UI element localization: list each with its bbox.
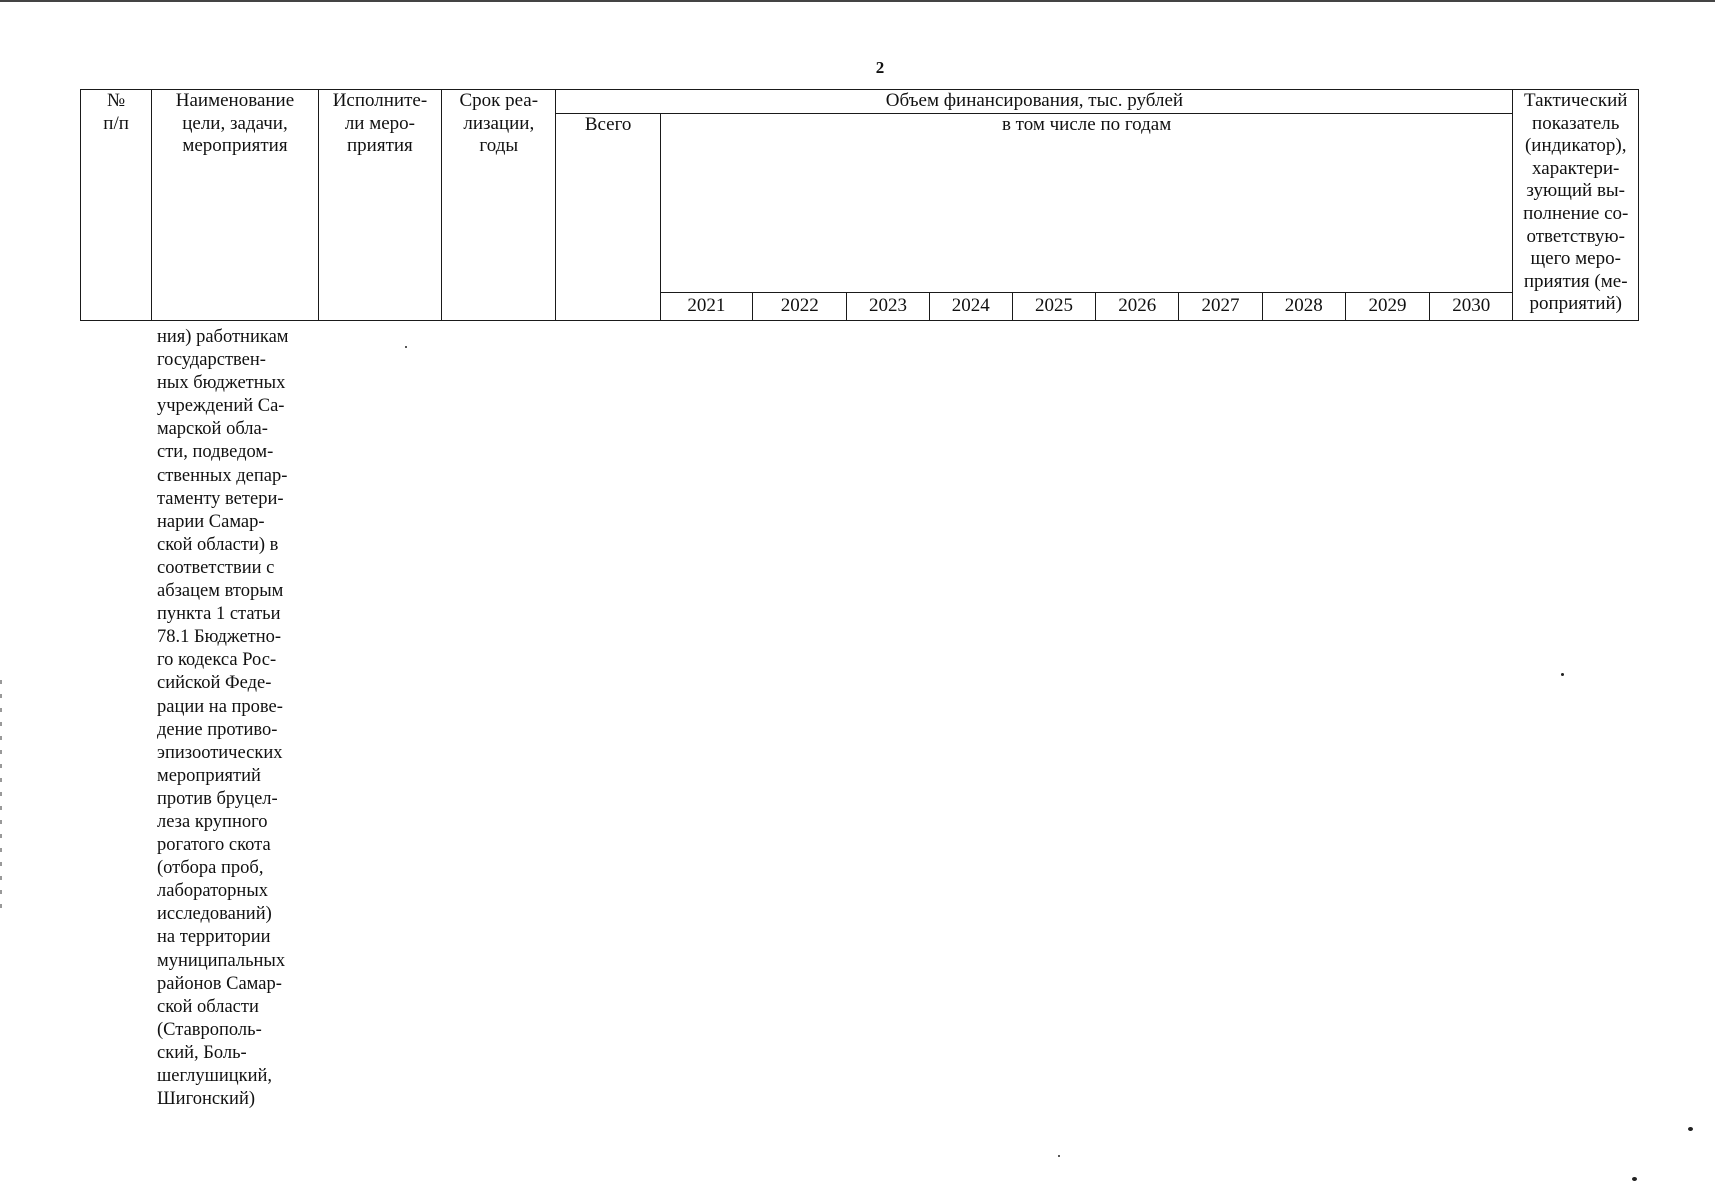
page-number: 2 <box>875 58 885 77</box>
header-year-2023: 2023 <box>847 293 929 321</box>
scan-speck <box>1561 673 1564 676</box>
header-year-2028: 2028 <box>1262 293 1345 321</box>
header-indicator: Тактический показатель (индикатор), характери- зующий вы- полнение со- ответствую- щего меро- приятия (ме- роприятий) <box>1513 90 1639 321</box>
header-year-2022: 2022 <box>753 293 847 321</box>
header-year-2021: 2021 <box>660 293 752 321</box>
header-total: Всего <box>556 113 660 321</box>
header-year-2026: 2026 <box>1096 293 1179 321</box>
scan-speck <box>405 346 407 348</box>
financing-table-header <box>80 89 1639 321</box>
scan-speck <box>1058 1155 1060 1157</box>
header-funding-group: Объем финансирования, тыс. рублей <box>556 90 1513 114</box>
header-year-2024: 2024 <box>929 293 1012 321</box>
header-number: № п/п <box>81 90 152 321</box>
header-year-2027: 2027 <box>1179 293 1262 321</box>
header-year-2025: 2025 <box>1012 293 1095 321</box>
header-by-years-group: в том числе по годам <box>660 113 1513 293</box>
scan-speck <box>1632 1177 1637 1181</box>
scan-speck <box>1688 1127 1693 1131</box>
scan-edge-marks <box>0 680 2 910</box>
header-executor: Исполните- ли меро- приятия <box>318 90 441 321</box>
header-year-2029: 2029 <box>1345 293 1429 321</box>
activity-name-continuation: ния) работникам государствен- ных бюджетных учреждений Са- марской обла- сти, подведом- ственных депар- таменту ветери- нарии Самар- ской области) в соответствии с абзацем вторым пункта 1 статьи 78.1 Бюджетно- го кодекса Рос- сийской Феде- рации на прове- дение противо- эпизоотических мероприятий против бруцел- леза крупного рогатого скота (отбора проб, лабораторных исследований) на территории муниципальных районов Самар- ской области (Ставрополь- ский, Боль- шеглушицкий, Шигонский) <box>157 327 289 1110</box>
header-name: Наименование цели, задачи, мероприятия <box>152 90 319 321</box>
header-year-2030: 2030 <box>1430 293 1513 321</box>
scan-top-edge <box>0 0 1715 2</box>
header-period: Срок реа- лизации, годы <box>442 90 556 321</box>
